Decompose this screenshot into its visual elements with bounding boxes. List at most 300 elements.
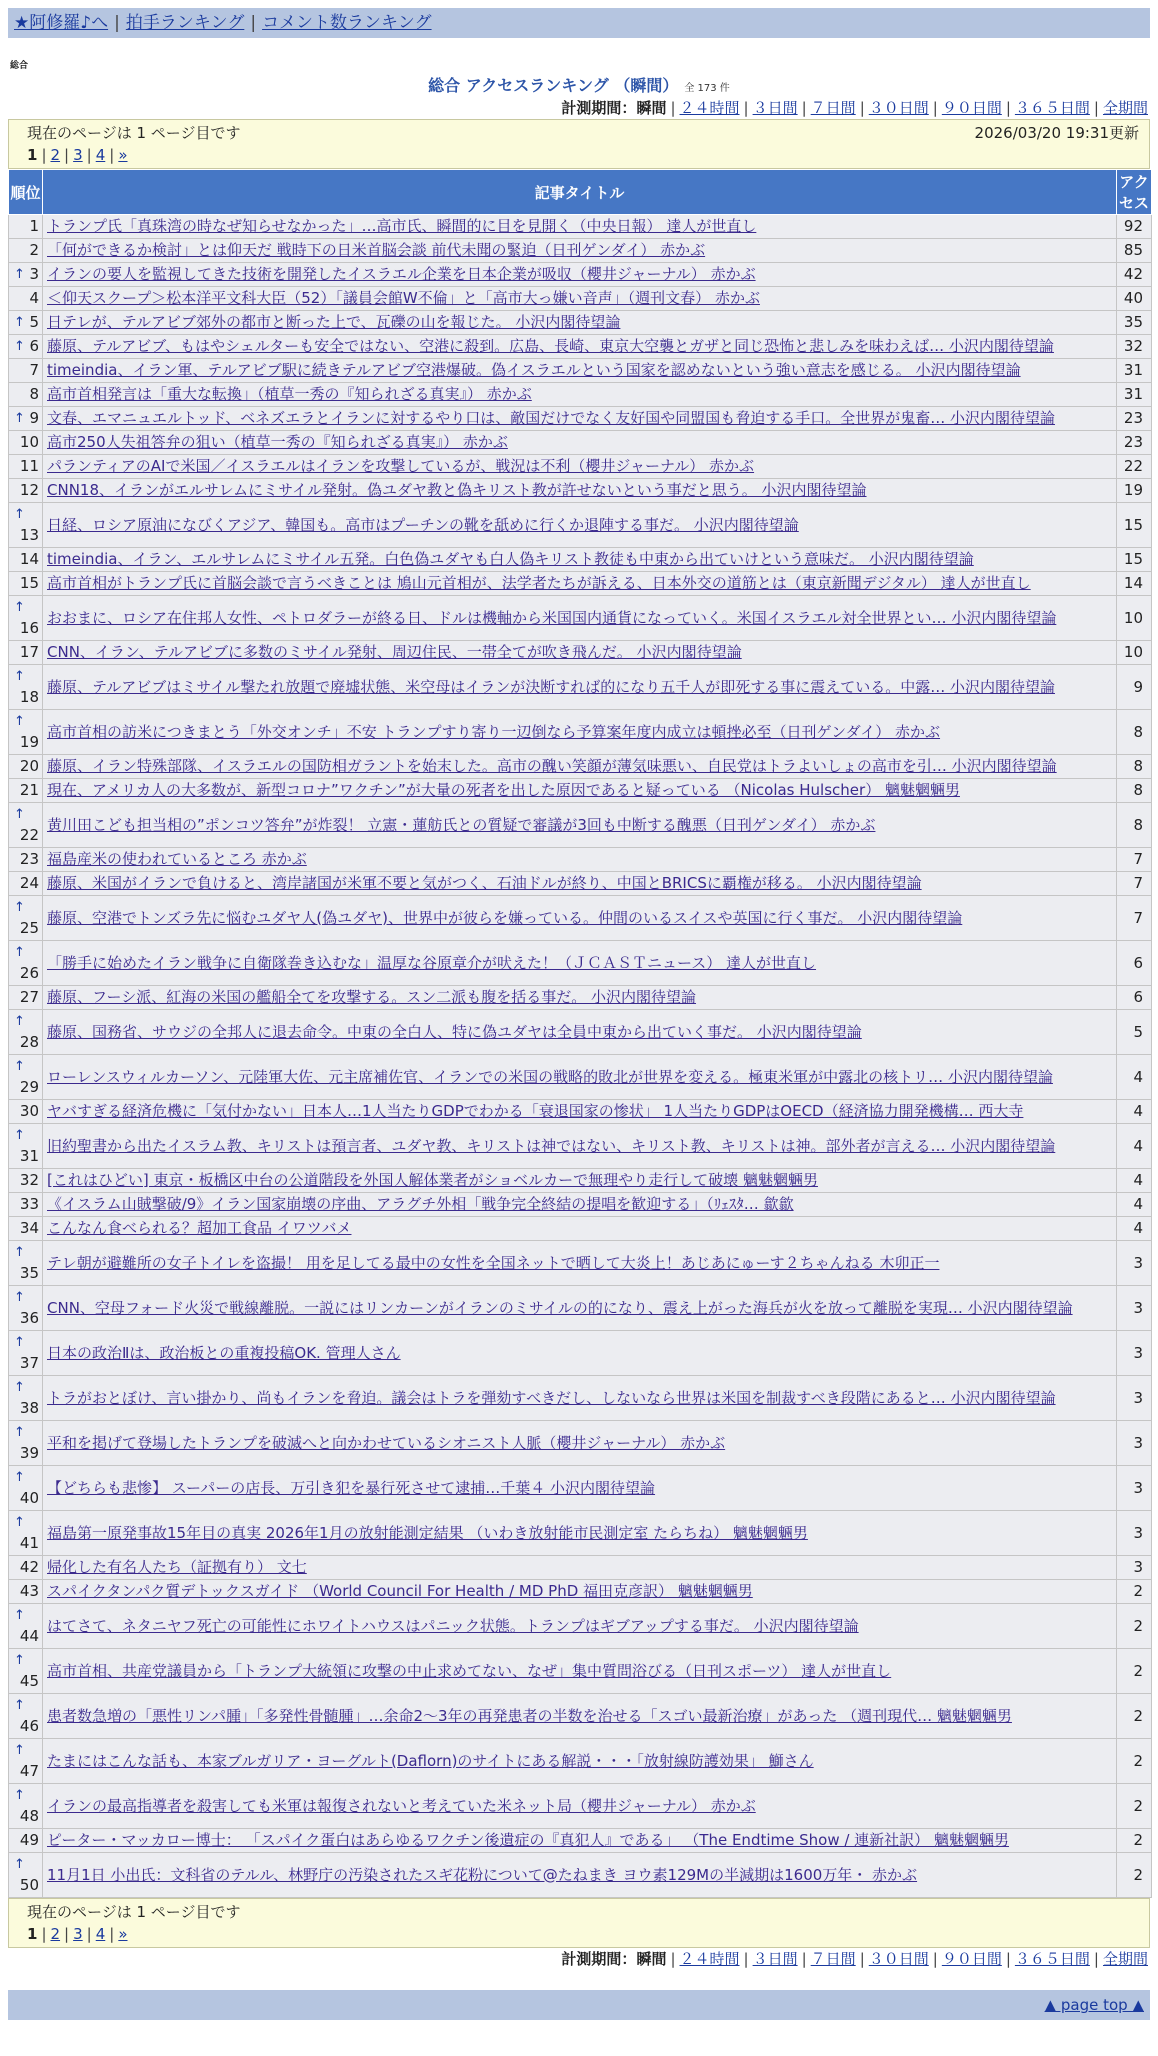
title-cell bbox=[43, 1466, 1117, 1511]
rank-cell bbox=[9, 1169, 43, 1193]
up-arrow-icon: ↑ bbox=[14, 1380, 25, 1395]
article-title-link[interactable]: 高市首相の訪米につきまとう「外交オンチ」不安 トランプすり寄り一辺倒なら予算案年度内成立は頓挫必至（日刊ゲンダイ） 赤かぶ bbox=[47, 722, 941, 741]
article-title-link[interactable]: 《イスラム山賊撃破/9》イラン国家崩壊の序曲、アラグチ外相「戦争完全終結の提唱を歓迎する」（ﾘｪｽﾀ… 歙歙 bbox=[47, 1195, 794, 1213]
access-count: 4 bbox=[1117, 1100, 1152, 1124]
table-row bbox=[9, 1649, 1152, 1694]
rank-number: 34 bbox=[19, 1219, 39, 1237]
page-link[interactable]: 3 bbox=[73, 1925, 83, 1943]
period-option-link[interactable]: ３０日間 bbox=[868, 1950, 929, 1968]
page-separator: | bbox=[109, 146, 115, 164]
access-count: 15 bbox=[1117, 548, 1152, 572]
page-next-link[interactable]: » bbox=[118, 1925, 128, 1943]
access-count: 3 bbox=[1117, 1421, 1152, 1466]
rank-cell bbox=[9, 215, 43, 239]
rank-number: 21 bbox=[19, 781, 39, 799]
rank-number: 48 bbox=[19, 1807, 39, 1825]
article-title-link[interactable]: 日テレが、テルアビブ郊外の都市と断った上で、瓦礫の山を報じた。 小沢内閣待望論 bbox=[47, 313, 621, 331]
title-cell bbox=[43, 1241, 1117, 1286]
rank-cell bbox=[9, 1694, 43, 1739]
rank-cell bbox=[9, 431, 43, 455]
rank-number: 14 bbox=[19, 550, 39, 568]
rank-number: 43 bbox=[19, 1582, 39, 1600]
title-cell bbox=[43, 1217, 1117, 1241]
table-row bbox=[9, 896, 1152, 941]
up-arrow-icon: ↑ bbox=[14, 507, 25, 522]
up-arrow-icon: ↑ bbox=[14, 600, 25, 615]
access-count: 8 bbox=[1117, 710, 1152, 755]
title-cell bbox=[43, 803, 1117, 848]
table-row bbox=[9, 335, 1152, 359]
title-cell bbox=[43, 455, 1117, 479]
table-row bbox=[9, 1286, 1152, 1331]
access-count: 10 bbox=[1117, 641, 1152, 665]
page-top-link[interactable]: ▲ page top ▲ bbox=[1044, 1996, 1144, 2014]
title-cell bbox=[43, 359, 1117, 383]
rank-cell bbox=[9, 311, 43, 335]
period-separator: | bbox=[1005, 1950, 1011, 1968]
rank-cell bbox=[9, 572, 43, 596]
page-links bbox=[27, 144, 1139, 166]
rank-cell bbox=[9, 1466, 43, 1511]
title-cell bbox=[43, 1829, 1117, 1853]
access-count: 3 bbox=[1117, 1241, 1152, 1286]
article-title-link[interactable]: 藤原、米国がイランで負けると、湾岸諸国が米軍不要と気がつく、石油ドルが終り、中国とBRICSに覇権が移る。 小沢内閣待望論 bbox=[47, 874, 922, 892]
article-title-link[interactable]: ローレンスウィルカーソン、元陸軍大佐、元主席補佐官、イランでの米国の戦略的敗北が世界を変える。極東米軍が中露北の核トリ… 小沢内閣待望論 bbox=[47, 1067, 1053, 1086]
article-title-link[interactable]: パランティアのAIで米国／イスラエルはイランを攻撃しているが、戦況は不利（櫻井ジャーナル） 赤かぶ bbox=[47, 457, 755, 475]
period-option-link[interactable]: ３日間 bbox=[752, 99, 798, 117]
table-row bbox=[9, 239, 1152, 263]
access-count: 23 bbox=[1117, 431, 1152, 455]
article-title-link[interactable]: スパイクタンパク質デトックスガイド （World Council For Health / MD PhD 福田克彦訳） 魑魅魍魎男 bbox=[47, 1582, 753, 1600]
pager-bottom bbox=[8, 1898, 1150, 1948]
period-separator: | bbox=[801, 1950, 807, 1968]
title-cell bbox=[43, 755, 1117, 779]
total-count: 全 173 件 bbox=[684, 83, 730, 94]
table-row bbox=[9, 1784, 1152, 1829]
period-separator: | bbox=[932, 1950, 938, 1968]
access-count: 42 bbox=[1117, 263, 1152, 287]
table-row bbox=[9, 548, 1152, 572]
page-title-text: 総合 アクセスランキング （瞬間） bbox=[428, 76, 679, 95]
rank-number: 2 bbox=[29, 241, 39, 259]
table-row bbox=[9, 872, 1152, 896]
article-title-link[interactable]: CNN、空母フォード火災で戦線離脱。一説にはリンカーンがイランのミサイルの的になり、震え上がった海兵が火を放って離脱を実現… 小沢内閣待望論 bbox=[47, 1298, 1073, 1317]
table-row bbox=[9, 1241, 1152, 1286]
period-separator: | bbox=[1093, 1950, 1099, 1968]
table-row bbox=[9, 596, 1152, 641]
article-title-link[interactable]: 藤原、テルアビブ、もはやシェルターも安全ではない、空港に殺到。広島、長崎、東京大空襲とガザと同じ恐怖と悲しみを味わえば… 小沢内閣待望論 bbox=[47, 337, 1054, 355]
up-arrow-icon: ↑ bbox=[14, 1059, 25, 1074]
article-title-link[interactable]: 福島産米の使われているところ 赤かぶ bbox=[47, 850, 307, 868]
article-title-link[interactable]: 福島第一原発事故15年目の真実 2026年1月の放射能測定結果 （いわき放射能市民測定室 たらちね） 魑魅魍魎男 bbox=[47, 1523, 808, 1542]
rank-number: 8 bbox=[29, 385, 39, 403]
rank-number: 12 bbox=[19, 481, 39, 499]
period-separator: | bbox=[743, 99, 749, 117]
article-title-link[interactable]: 日本の政治Ⅱは、政治板との重複投稿OK. 管理人さん bbox=[47, 1343, 401, 1362]
article-title-link[interactable]: 高市首相がトランプ氏に首脳会談で言うべきことは 鳩山元首相が、法学者たちが訴える、日本外交の道筋とは（東京新聞デジタル） 達人が世直し bbox=[47, 574, 1031, 592]
up-arrow-icon: ↑ bbox=[14, 669, 25, 684]
page-status-text: 現在のページは 1 ページ目です bbox=[27, 1903, 241, 1921]
article-title-link[interactable]: 高市首相発言は「重大な転換」（植草一秀の『知られざる真実』） 赤かぶ bbox=[47, 385, 532, 403]
up-arrow-icon: ↑ bbox=[14, 1698, 25, 1713]
period-label: 計測期間： bbox=[561, 99, 637, 117]
title-cell bbox=[43, 896, 1117, 941]
page-current: 1 bbox=[27, 146, 38, 164]
period-option-link[interactable]: ２４時間 bbox=[679, 1950, 740, 1968]
rank-cell bbox=[9, 503, 43, 548]
title-cell bbox=[43, 548, 1117, 572]
article-title-link[interactable]: こんなん食べられる？超加工食品 イワツバメ bbox=[47, 1219, 352, 1237]
access-count: 40 bbox=[1117, 287, 1152, 311]
article-title-link[interactable]: 旧約聖書から出たイスラム教、キリストは預言者、ユダヤ教、キリストは神ではない、キリスト教、キリストは神。部外者が言える… 小沢内閣待望論 bbox=[47, 1136, 1056, 1155]
period-option-link[interactable]: ２４時間 bbox=[679, 99, 740, 117]
access-count: 6 bbox=[1117, 986, 1152, 1010]
period-option-link[interactable]: ９０日間 bbox=[941, 99, 1002, 117]
title-cell bbox=[43, 941, 1117, 986]
table-row bbox=[9, 383, 1152, 407]
rank-number: 9 bbox=[29, 409, 39, 427]
rank-number: 18 bbox=[19, 688, 39, 706]
rank-cell bbox=[9, 1829, 43, 1853]
article-title-link[interactable]: 平和を掲げて登場したトランプを破滅へと向かわせているシオニスト人脈（櫻井ジャーナル） 赤かぶ bbox=[47, 1433, 726, 1452]
title-cell bbox=[43, 1580, 1117, 1604]
rank-number: 45 bbox=[19, 1672, 39, 1690]
rank-number: 22 bbox=[19, 826, 39, 844]
top-nav-bar bbox=[8, 8, 1150, 38]
article-title-link[interactable]: CNN、イラン、テルアビブに多数のミサイル発射、周辺住民、一帯全てが吹き飛んだ。 小沢内閣待望論 bbox=[47, 643, 742, 661]
page-title bbox=[8, 75, 1150, 97]
nav-link-asyura[interactable]: ★阿修羅♪へ bbox=[14, 13, 109, 33]
rank-cell bbox=[9, 1286, 43, 1331]
table-row bbox=[9, 1739, 1152, 1784]
table-row bbox=[9, 359, 1152, 383]
table-row bbox=[9, 1331, 1152, 1376]
period-option-link[interactable]: ３６５日間 bbox=[1014, 1950, 1090, 1968]
article-title-link[interactable]: 藤原、フーシ派、紅海の米国の艦船全てを攻撃する。スン二派も腹を括る事だ。 小沢内閣待望論 bbox=[47, 988, 697, 1006]
article-title-link[interactable]: 11月1日 小出氏：文科省のテルル、林野庁の汚染されたスギ花粉について@たねまき ヨウ素129Mの半減期は1600万年・ 赤かぶ bbox=[47, 1865, 918, 1884]
table-row bbox=[9, 803, 1152, 848]
access-count: 31 bbox=[1117, 359, 1152, 383]
up-arrow-icon: ↑ bbox=[14, 807, 25, 822]
rank-cell bbox=[9, 359, 43, 383]
title-cell bbox=[43, 1124, 1117, 1169]
up-arrow-icon: ↑ bbox=[14, 1014, 25, 1029]
up-arrow-icon: ↑ bbox=[14, 1290, 25, 1305]
table-row bbox=[9, 1010, 1152, 1055]
table-row bbox=[9, 665, 1152, 710]
rank-cell bbox=[9, 239, 43, 263]
nav-separator: | bbox=[250, 13, 257, 33]
article-title-link[interactable]: [これはひどい] 東京・板橋区中台の公道階段を外国人解体業者がショベルカーで無理やり走行して破壊 魑魅魍魎男 bbox=[47, 1171, 818, 1189]
title-cell bbox=[43, 872, 1117, 896]
period-option-link[interactable]: ９０日間 bbox=[941, 1950, 1002, 1968]
rank-cell bbox=[9, 848, 43, 872]
rank-number: 46 bbox=[19, 1717, 39, 1735]
table-row bbox=[9, 1169, 1152, 1193]
period-option-link[interactable]: 全期間 bbox=[1102, 1950, 1148, 1968]
access-count: 2 bbox=[1117, 1580, 1152, 1604]
rank-cell bbox=[9, 872, 43, 896]
up-arrow-icon: ↑ bbox=[14, 1245, 25, 1260]
rank-cell bbox=[9, 1511, 43, 1556]
category-label: 総合 bbox=[10, 61, 29, 71]
access-count: 6 bbox=[1117, 941, 1152, 986]
title-cell bbox=[43, 1100, 1117, 1124]
rank-cell bbox=[9, 665, 43, 710]
bottom-bar bbox=[8, 1990, 1150, 2020]
rank-number: 6 bbox=[29, 337, 39, 355]
rank-number: 38 bbox=[19, 1399, 39, 1417]
article-title-link[interactable]: 藤原、テルアビブはミサイル撃たれ放題で廃墟状態、米空母はイランが決断すれば的になり五千人が即死する事に震えている。中露… 小沢内閣待望論 bbox=[47, 677, 1055, 696]
title-cell bbox=[43, 1376, 1117, 1421]
article-title-link[interactable]: ピーター・マッカロー博士： 「スパイク蛋白はあらゆるワクチン後遺症の『真犯人』である」 （The Endtime Show / 連新社訳） 魑魅魍魎男 bbox=[47, 1831, 1009, 1849]
period-separator: | bbox=[859, 1950, 865, 1968]
table-row bbox=[9, 1100, 1152, 1124]
rank-number: 41 bbox=[19, 1534, 39, 1552]
rank-cell bbox=[9, 287, 43, 311]
period-option-link[interactable]: ３６５日間 bbox=[1014, 99, 1090, 117]
article-title-link[interactable]: イランの最高指導者を殺害しても米軍は報復されないと考えていた米ネット局（櫻井ジャーナル） 赤かぶ bbox=[47, 1796, 756, 1815]
title-cell bbox=[43, 1511, 1117, 1556]
page-link[interactable]: 2 bbox=[50, 1925, 61, 1943]
access-count: 7 bbox=[1117, 896, 1152, 941]
access-count: 9 bbox=[1117, 665, 1152, 710]
access-count: 3 bbox=[1117, 1376, 1152, 1421]
rank-number: 17 bbox=[19, 643, 39, 661]
rank-number: 27 bbox=[19, 988, 39, 1006]
access-count: 8 bbox=[1117, 779, 1152, 803]
period-separator: | bbox=[1093, 99, 1099, 117]
rank-number: 10 bbox=[19, 433, 39, 451]
table-row bbox=[9, 1511, 1152, 1556]
article-title-link[interactable]: おおまに、ロシア在住邦人女性、ペトロダラーが終る日、ドルは機軸から米国国内通貨になっていく。米国イスラエル対全世界とい… 小沢内閣待望論 bbox=[47, 608, 1057, 627]
article-title-link[interactable]: 藤原、イラン特殊部隊、イスラエルの国防相ガラントを始末した。高市の醜い笑顔が薄気味悪い、自民党はトラよいしょの高市を引… 小沢内閣待望論 bbox=[47, 757, 1057, 775]
title-cell bbox=[43, 596, 1117, 641]
rank-number: 37 bbox=[19, 1354, 39, 1372]
page-link[interactable]: 3 bbox=[73, 146, 83, 164]
title-cell bbox=[43, 1604, 1117, 1649]
up-arrow-icon: ↑ bbox=[14, 945, 25, 960]
article-title-link[interactable]: CNN18、イランがエルサレムにミサイル発射。偽ユダヤ教と偽キリスト教が許せないという事だと思う。 小沢内閣待望論 bbox=[47, 481, 867, 499]
table-row bbox=[9, 710, 1152, 755]
page-link[interactable]: 4 bbox=[95, 146, 106, 164]
access-count: 3 bbox=[1117, 1331, 1152, 1376]
page-separator: | bbox=[86, 1925, 92, 1943]
access-count: 7 bbox=[1117, 848, 1152, 872]
title-cell bbox=[43, 1784, 1117, 1829]
title-cell bbox=[43, 311, 1117, 335]
title-cell bbox=[43, 779, 1117, 803]
article-title-link[interactable]: ＜仰天スクープ＞松本洋平文科大臣（52）「議員会館W不倫」と「高市大っ嫌い音声」（週刊文春） 赤かぶ bbox=[47, 289, 760, 307]
access-count: 2 bbox=[1117, 1604, 1152, 1649]
period-separator: | bbox=[932, 99, 938, 117]
title-cell bbox=[43, 572, 1117, 596]
period-option-link[interactable]: 全期間 bbox=[1102, 99, 1148, 117]
table-row bbox=[9, 431, 1152, 455]
rank-cell bbox=[9, 407, 43, 431]
access-count: 15 bbox=[1117, 503, 1152, 548]
rank-number: 7 bbox=[29, 361, 39, 379]
article-title-link[interactable]: イランの要人を監視してきた技術を開発したイスラエル企業を日本企業が吸収（櫻井ジャーナル） 赤かぶ bbox=[47, 265, 756, 283]
period-option-link[interactable]: ７日間 bbox=[810, 99, 856, 117]
article-title-link[interactable]: はてさて、ネタニヤフ死亡の可能性にホワイトハウスはパニック状態。トランプはギブアップする事だ。 小沢内閣待望論 bbox=[47, 1616, 859, 1635]
period-option-link[interactable]: ７日間 bbox=[810, 1950, 856, 1968]
table-row bbox=[9, 311, 1152, 335]
access-count: 4 bbox=[1117, 1124, 1152, 1169]
rank-cell bbox=[9, 1739, 43, 1784]
rank-cell bbox=[9, 263, 43, 287]
title-cell bbox=[43, 1010, 1117, 1055]
period-selector-top bbox=[8, 97, 1150, 119]
rank-cell bbox=[9, 479, 43, 503]
rank-cell bbox=[9, 1124, 43, 1169]
table-row bbox=[9, 1604, 1152, 1649]
article-title-link[interactable]: 高市首相、共産党議員から「トランプ大統領に攻撃の中止求めてない、なぜ」集中質問浴びる（日刊スポーツ） 達人が世直し bbox=[47, 1661, 892, 1680]
article-title-link[interactable]: 現在、アメリカ人の大多数が、新型コロナ”ワクチン”が大量の死者を出した原因であると疑っている （Nicolas Hulscher） 魑魅魍魎男 bbox=[47, 781, 960, 799]
article-title-link[interactable]: 帰化した有名人たち（証拠有り） 文七 bbox=[47, 1558, 307, 1576]
title-cell bbox=[43, 710, 1117, 755]
article-title-link[interactable]: 【どちらも悲惨】 スーパーの店長、万引き犯を暴行死させて逮捕…千葉４ 小沢内閣待望論 bbox=[47, 1478, 656, 1497]
title-cell bbox=[43, 1853, 1117, 1898]
period-separator: | bbox=[1005, 99, 1011, 117]
title-cell bbox=[43, 1286, 1117, 1331]
rank-number: 29 bbox=[19, 1078, 39, 1096]
article-title-link[interactable]: トランプ氏「真珠湾の時なぜ知らせなかった」…高市氏、瞬間的に目を見開く（中央日報） 達人が世直し bbox=[47, 217, 757, 235]
rank-cell bbox=[9, 1193, 43, 1217]
article-title-link[interactable]: 藤原、空港でトンズラ先に悩むユダヤ人(偽ユダヤ)、世界中が彼らを嫌っている。仲間のいるスイスや英国に行く事だ。 小沢内閣待望論 bbox=[47, 908, 963, 927]
rank-cell bbox=[9, 596, 43, 641]
rank-number: 26 bbox=[19, 964, 39, 982]
access-count: 19 bbox=[1117, 479, 1152, 503]
rank-number: 4 bbox=[29, 289, 39, 307]
article-title-link[interactable]: 高市250人失祖答弁の狙い（植草一秀の『知られざる真実』） 赤かぶ bbox=[47, 433, 508, 451]
access-count: 3 bbox=[1117, 1556, 1152, 1580]
access-count: 22 bbox=[1117, 455, 1152, 479]
article-title-link[interactable]: 日経、ロシア原油になびくアジア、韓国も。高市はプーチンの靴を舐めに行くか退陣する事だ。 小沢内閣待望論 bbox=[47, 515, 799, 534]
access-count: 2 bbox=[1117, 1829, 1152, 1853]
period-separator: | bbox=[859, 99, 865, 117]
title-cell bbox=[43, 665, 1117, 710]
rank-number: 5 bbox=[29, 313, 39, 331]
updated-timestamp: 2026/03/20 19:31更新 bbox=[974, 124, 1139, 142]
rank-number: 39 bbox=[19, 1444, 39, 1462]
up-arrow-icon: ↑ bbox=[14, 1743, 25, 1758]
rank-cell bbox=[9, 1376, 43, 1421]
period-option-link[interactable]: ３日間 bbox=[752, 1950, 798, 1968]
article-title-link[interactable]: ヤバすぎる経済危機に「気付かない」日本人…1人当たりGDPでわかる「衰退国家の惨状」 1人当たりGDPはOECD（経済協力開発機構… 西大寺 bbox=[47, 1102, 1024, 1120]
up-arrow-icon: ↑ bbox=[14, 411, 25, 426]
access-column-header: アクセス bbox=[1117, 170, 1152, 215]
access-count: 4 bbox=[1117, 1055, 1152, 1100]
rank-cell bbox=[9, 1100, 43, 1124]
pager-status-row bbox=[27, 1901, 1139, 1923]
table-row bbox=[9, 941, 1152, 986]
up-arrow-icon: ↑ bbox=[14, 1857, 25, 1872]
table-row bbox=[9, 1055, 1152, 1100]
access-count: 4 bbox=[1117, 1217, 1152, 1241]
table-row bbox=[9, 287, 1152, 311]
page-link[interactable]: 4 bbox=[95, 1925, 106, 1943]
article-title-link[interactable]: トラがおとぼけ、言い掛かり、尚もイランを脅迫。議会はトラを弾劾すべきだし、しないなら世界は米国を制裁すべき段階にあると… 小沢内閣待望論 bbox=[47, 1388, 1056, 1407]
title-cell bbox=[43, 1169, 1117, 1193]
title-cell bbox=[43, 1739, 1117, 1784]
ranking-table-body bbox=[9, 215, 1152, 1898]
access-count: 7 bbox=[1117, 872, 1152, 896]
period-separator: | bbox=[801, 99, 807, 117]
nav-link-applause-ranking[interactable]: 拍手ランキング bbox=[125, 13, 245, 33]
article-title-link[interactable]: たまにはこんな話も、本家ブルガリア・ヨーグルト(Daflorn)のサイトにある解説・・・「放射線防護効果」 鰤さん bbox=[47, 1751, 814, 1770]
title-cell bbox=[43, 479, 1117, 503]
rank-cell bbox=[9, 1580, 43, 1604]
page-next-link[interactable]: » bbox=[118, 146, 128, 164]
page-link[interactable]: 2 bbox=[50, 146, 61, 164]
rank-cell bbox=[9, 1421, 43, 1466]
access-count: 23 bbox=[1117, 407, 1152, 431]
article-title-link[interactable]: timeindia、イラン軍、テルアビブ駅に続きテルアビブ空港爆破。偽イスラエルという国家を認めないという強い意志を感じる。 小沢内閣待望論 bbox=[47, 361, 1021, 379]
table-row bbox=[9, 986, 1152, 1010]
rank-cell bbox=[9, 1331, 43, 1376]
article-title-link[interactable]: 患者数急増の「悪性リンパ腫」「多発性骨髄腫」…余命2～3年の再発患者の半数を治せる「スゴい最新治療」があった （週刊現代… 魑魅魍魎男 bbox=[47, 1706, 1012, 1725]
rank-number: 20 bbox=[19, 757, 39, 775]
article-title-link[interactable]: timeindia、イラン、エルサレムにミサイル五発。白色偽ユダヤも白人偽キリスト教徒も中東から出ていけという意味だ。 小沢内閣待望論 bbox=[47, 550, 974, 568]
title-cell bbox=[43, 407, 1117, 431]
page-separator: | bbox=[64, 1925, 70, 1943]
access-count: 3 bbox=[1117, 1466, 1152, 1511]
article-title-link[interactable]: 「勝手に始めたイラン戦争に自衛隊巻き込むな」温厚な谷原章介が吠えた！（ＪＣＡＳＴニュース） 達人が世直し bbox=[47, 953, 817, 972]
table-row bbox=[9, 479, 1152, 503]
access-count: 10 bbox=[1117, 596, 1152, 641]
article-title-link[interactable]: テレ朝が避難所の女子トイレを盗撮！ 用を足してる最中の女性を全国ネットで晒して大炎上！あじあにゅーす２ちゃんねる 木卯正一 bbox=[47, 1253, 940, 1272]
title-cell bbox=[43, 287, 1117, 311]
access-count: 14 bbox=[1117, 572, 1152, 596]
rank-number: 49 bbox=[19, 1831, 39, 1849]
article-title-link[interactable]: 「何ができるか検討」とは仰天だ 戦時下の日米首脳会談 前代未聞の緊迫（日刊ゲンダイ） 赤かぶ bbox=[47, 241, 706, 259]
nav-link-comment-ranking[interactable]: コメント数ランキング bbox=[262, 13, 432, 33]
rank-number: 40 bbox=[19, 1489, 39, 1507]
rank-number: 23 bbox=[19, 850, 39, 868]
table-row bbox=[9, 1580, 1152, 1604]
rank-number: 3 bbox=[29, 265, 39, 283]
up-arrow-icon: ↑ bbox=[14, 339, 25, 354]
table-row bbox=[9, 1853, 1152, 1898]
title-cell bbox=[43, 1331, 1117, 1376]
rank-cell bbox=[9, 779, 43, 803]
rank-number: 1 bbox=[29, 217, 39, 235]
rank-number: 42 bbox=[19, 1558, 39, 1576]
table-row bbox=[9, 779, 1152, 803]
article-title-link[interactable]: 文春、エマニュエルトッド、ベネズエラとイランに対するやり口は、敵国だけでなく友好国や同盟国も脅迫する手口。全世界が鬼畜… 小沢内閣待望論 bbox=[47, 409, 1055, 427]
title-cell bbox=[43, 1421, 1117, 1466]
article-title-link[interactable]: 藤原、国務省、サウジの全邦人に退去命令。中東の全白人、特に偽ユダヤは全員中東から出ていく事だ。 小沢内閣待望論 bbox=[47, 1022, 862, 1041]
table-header-row bbox=[9, 170, 1152, 215]
access-count: 4 bbox=[1117, 1169, 1152, 1193]
access-count: 8 bbox=[1117, 803, 1152, 848]
rank-cell bbox=[9, 1241, 43, 1286]
period-label: 計測期間： bbox=[561, 1950, 637, 1968]
page-separator: | bbox=[109, 1925, 115, 1943]
period-option-link[interactable]: ３０日間 bbox=[868, 99, 929, 117]
access-count: 31 bbox=[1117, 383, 1152, 407]
up-arrow-icon: ↑ bbox=[14, 315, 25, 330]
rank-number: 15 bbox=[19, 574, 39, 592]
table-row bbox=[9, 215, 1152, 239]
title-cell bbox=[43, 215, 1117, 239]
access-count: 2 bbox=[1117, 1853, 1152, 1898]
rank-number: 36 bbox=[19, 1309, 39, 1327]
access-count: 2 bbox=[1117, 1649, 1152, 1694]
article-title-link[interactable]: 黄川田こども担当相の”ポンコツ答弁”が炸裂！ 立憲・蓮舫氏との質疑で審議が3回も中断する醜悪（日刊ゲンダイ） 赤かぶ bbox=[47, 815, 876, 834]
access-count: 5 bbox=[1117, 1010, 1152, 1055]
